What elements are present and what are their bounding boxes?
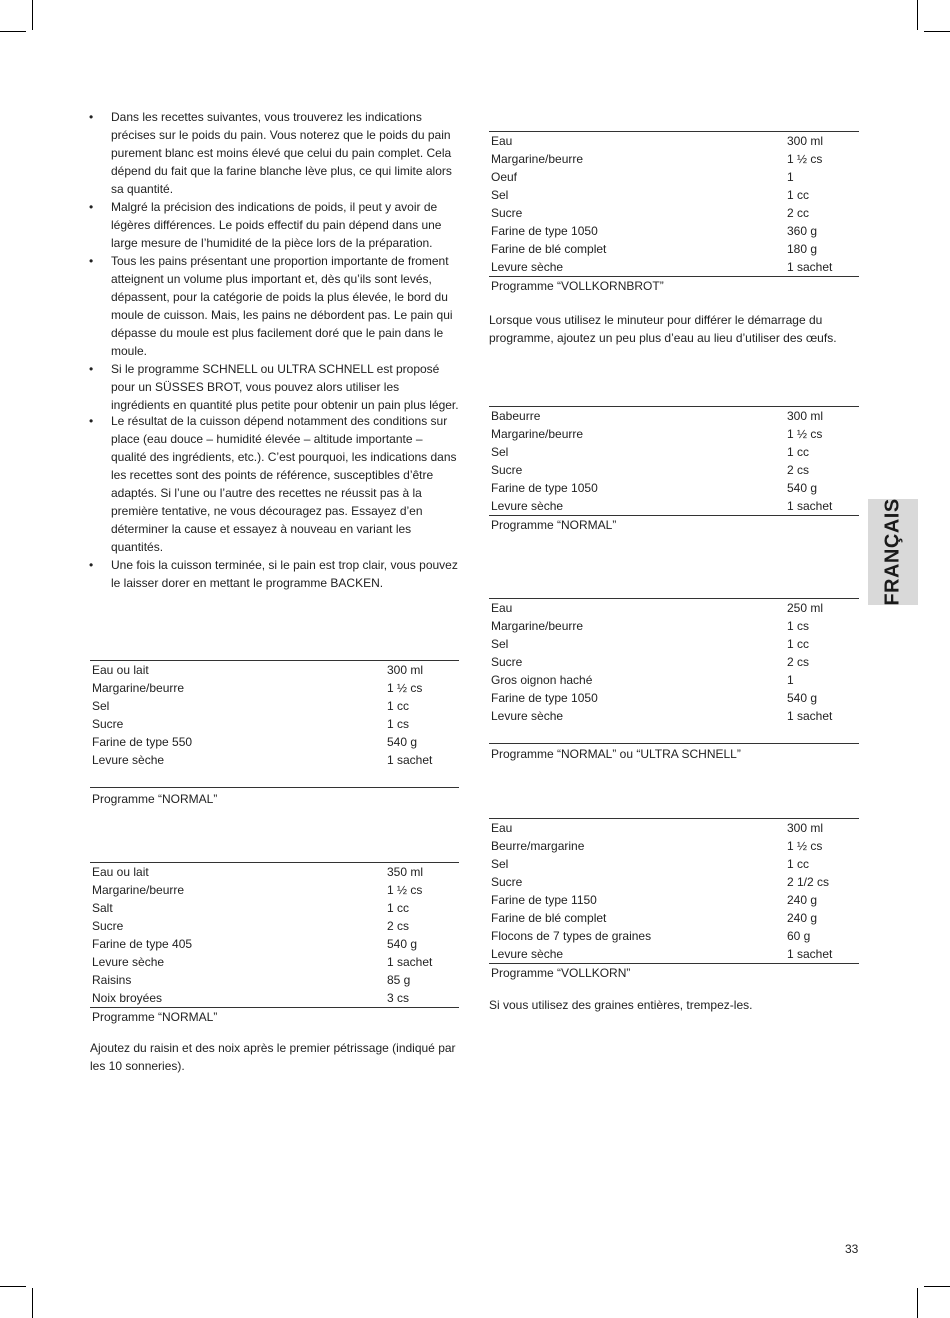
ingredient-row <box>90 935 459 953</box>
recipe-table-left-1 <box>90 660 459 808</box>
ingredient-quantity: 300 ml <box>787 409 824 423</box>
ingredient-quantity: 1 cs <box>387 717 410 731</box>
ingredient-row <box>90 733 459 751</box>
program-label: Programme “NORMAL” <box>92 1010 218 1024</box>
ingredient-name: Gros oignon haché <box>491 673 593 687</box>
ingredient-quantity: 1 sachet <box>387 955 433 969</box>
ingredient-row <box>90 679 459 697</box>
ingredient-quantity: 240 g <box>787 911 818 925</box>
ingredient-name: Farine de type 1150 <box>491 893 597 907</box>
crop-mark <box>32 1288 33 1318</box>
ingredient-quantity: 1 cc <box>787 857 810 871</box>
ingredient-row <box>90 953 459 971</box>
ingredient-quantity: 2 cs <box>787 655 810 669</box>
crop-mark <box>917 0 918 30</box>
ingredient-quantity: 2 cs <box>787 463 810 477</box>
program-label: Programme “NORMAL” <box>92 792 218 806</box>
crop-mark <box>924 31 950 32</box>
ingredient-row <box>489 599 859 618</box>
ingredient-row <box>90 989 459 1008</box>
ingredient-name: Margarine/beurre <box>92 883 185 897</box>
ingredient-quantity: 1 ½ cs <box>787 427 823 441</box>
ingredient-row <box>489 873 859 891</box>
ingredient-row <box>489 497 859 516</box>
ingredient-quantity: 1 cs <box>787 619 810 633</box>
ingredient-row <box>90 661 459 680</box>
ingredient-row <box>489 707 859 725</box>
ingredient-row <box>90 863 459 882</box>
ingredient-name: Eau <box>491 821 513 835</box>
recipe-table-left-2 <box>90 862 459 1026</box>
ingredient-row <box>489 653 859 671</box>
ingredient-row <box>489 150 859 168</box>
ingredient-name: Margarine/beurre <box>491 427 584 441</box>
ingredient-quantity: 360 g <box>787 224 818 238</box>
ingredient-row <box>489 132 859 151</box>
ingredient-row <box>90 751 459 769</box>
crop-mark <box>917 1288 918 1318</box>
bullet-item: • Malgré la précision des indications de poids, il peut y avoir de légères différences. Le poids effectif du pain dépend dans une large mesure de l’humidité de la pièce lors de la préparation. <box>89 198 461 252</box>
ingredient-row <box>489 407 859 426</box>
ingredient-quantity: 1 sachet <box>787 260 833 274</box>
ingredient-name: Sucre <box>491 875 523 889</box>
ingredient-quantity: 300 ml <box>387 663 424 677</box>
ingredient-name: Levure sèche <box>491 709 564 723</box>
ingredient-name: Levure sèche <box>92 753 165 767</box>
ingredient-row <box>489 240 859 258</box>
ingredient-name: Sucre <box>491 655 523 669</box>
ingredient-name: Eau ou lait <box>92 663 149 677</box>
ingredient-row <box>489 909 859 927</box>
recipe-table-right-4 <box>489 818 859 982</box>
ingredient-name: Sel <box>491 445 509 459</box>
ingredient-row <box>90 715 459 733</box>
ingredient-row <box>489 671 859 689</box>
ingredient-quantity: 300 ml <box>787 134 824 148</box>
ingredient-quantity: 300 ml <box>787 821 824 835</box>
recipe-note-right-1: Lorsque vous utilisez le minuteur pour différer le démarrage du programme, ajoutez un peu plus d’eau au lieu d’utiliser des œufs. <box>489 313 837 345</box>
crop-mark <box>32 0 33 30</box>
ingredient-row <box>90 971 459 989</box>
ingredient-name: Farine de blé complet <box>491 242 607 256</box>
ingredient-name: Sucre <box>92 717 124 731</box>
ingredient-name: Flocons de 7 types de graines <box>491 929 652 943</box>
ingredient-quantity: 540 g <box>387 937 418 951</box>
ingredient-name: Sucre <box>491 463 523 477</box>
ingredient-row <box>489 222 859 240</box>
recipe-table-right-3 <box>489 598 859 763</box>
ingredient-quantity: 1 <box>787 170 794 184</box>
ingredient-quantity: 2 1/2 cs <box>787 875 830 889</box>
ingredient-quantity: 1 sachet <box>387 753 433 767</box>
ingredient-quantity: 1 sachet <box>787 947 833 961</box>
ingredient-quantity: 1 sachet <box>787 499 833 513</box>
ingredient-row <box>90 899 459 917</box>
program-label: Programme “VOLLKORN” <box>491 966 631 980</box>
language-tab-label: FRANÇAIS <box>882 498 904 606</box>
ingredient-name: Farine de type 1050 <box>491 224 598 238</box>
ingredient-name: Levure sèche <box>491 947 564 961</box>
ingredient-row <box>489 258 859 277</box>
ingredient-row <box>489 204 859 222</box>
ingredient-name: Levure sèche <box>491 260 564 274</box>
ingredient-quantity: 1 ½ cs <box>387 681 423 695</box>
ingredient-row <box>489 168 859 186</box>
bullet-item: • Tous les pains présentant une proportion importante de froment atteignent un volume plus important et, dès qu’ils sont levés, dépassent, pour la catégorie de poids la plus élevée, le bord du moule de cuisson. Mais, les pains ne débordent pas. Le pain qui dépasse du moule est plus facilement doré que le pain dans le moule. <box>89 252 461 360</box>
ingredient-name: Oeuf <box>491 170 518 184</box>
bullet-list-results <box>89 412 461 592</box>
language-tab <box>868 499 918 605</box>
ingredient-quantity: 240 g <box>787 893 818 907</box>
bullet-item: • Si le programme SCHNELL ou ULTRA SCHNELL est proposé pour un SÜSSES BROT, vous pouvez alors utiliser les ingrédients en quantité plus petite pour obtenir un pain plus léger. <box>89 360 461 414</box>
ingredient-name: Noix broyées <box>92 991 163 1005</box>
ingredient-name: Beurre/margarine <box>491 839 585 853</box>
ingredient-name: Sel <box>491 637 509 651</box>
ingredient-name: Margarine/beurre <box>491 619 584 633</box>
crop-mark <box>0 31 26 32</box>
ingredient-name: Margarine/beurre <box>491 152 584 166</box>
ingredient-name: Eau <box>491 601 513 615</box>
ingredient-name: Farine de type 405 <box>92 937 193 951</box>
ingredient-row <box>90 917 459 935</box>
ingredient-name: Eau <box>491 134 513 148</box>
ingredient-row <box>90 697 459 715</box>
recipe-note-left-2: Ajoutez du raisin et des noix après le premier pétrissage (indiqué par les 10 sonneries). <box>90 1041 456 1073</box>
ingredient-quantity: 350 ml <box>387 865 424 879</box>
bullet-item: • Le résultat de la cuisson dépend notamment des conditions sur place (eau douce – humidité élevée – altitude importante – qualité des ingrédients, etc.). C’est pourquoi, les indications dans les recettes sont des points de référence, susceptibles d’être adaptés. Si l’une ou l’autre des recettes ne réussit pas à la première tentative, ne vous découragez pas. Essayez d’en déterminer la cause et essayez à nouveau en variant les quantités. <box>89 412 461 556</box>
ingredient-name: Babeurre <box>491 409 541 423</box>
program-label: Programme “NORMAL” ou “ULTRA SCHNELL” <box>491 747 741 761</box>
bullet-item: • Une fois la cuisson terminée, si le pain est trop clair, vous pouvez le laisser dorer en mettant le programme BACKEN. <box>89 556 461 592</box>
ingredient-quantity: 1 cc <box>787 188 810 202</box>
ingredient-name: Farine de type 1050 <box>491 691 598 705</box>
ingredient-quantity: 1 ½ cs <box>787 839 823 853</box>
ingredient-name: Raisins <box>92 973 132 987</box>
ingredient-name: Levure sèche <box>92 955 165 969</box>
ingredient-quantity: 85 g <box>387 973 411 987</box>
ingredient-quantity: 1 <box>787 673 794 687</box>
ingredient-row <box>489 945 859 964</box>
ingredient-quantity: 1 ½ cs <box>787 152 823 166</box>
ingredient-row <box>489 461 859 479</box>
ingredient-name: Salt <box>92 901 113 915</box>
page-number: 33 <box>845 1242 859 1256</box>
ingredient-name: Sucre <box>491 206 523 220</box>
ingredient-row <box>489 443 859 461</box>
ingredient-quantity: 60 g <box>787 929 811 943</box>
ingredient-name: Eau ou lait <box>92 865 149 879</box>
ingredient-row <box>489 837 859 855</box>
ingredient-quantity: 540 g <box>787 481 818 495</box>
ingredient-quantity: 180 g <box>787 242 818 256</box>
ingredient-row <box>489 689 859 707</box>
ingredient-name: Farine de blé complet <box>491 911 607 925</box>
ingredient-quantity: 1 cc <box>787 445 810 459</box>
ingredient-name: Levure sèche <box>491 499 564 513</box>
ingredient-row <box>489 617 859 635</box>
ingredient-row <box>489 927 859 945</box>
ingredient-name: Sucre <box>92 919 124 933</box>
ingredient-quantity: 540 g <box>787 691 818 705</box>
ingredient-quantity: 250 ml <box>787 601 824 615</box>
ingredient-name: Farine de type 550 <box>92 735 193 749</box>
recipe-table-right-2 <box>489 406 859 534</box>
crop-mark <box>0 1286 26 1287</box>
ingredient-quantity: 2 cs <box>387 919 410 933</box>
ingredient-quantity: 1 sachet <box>787 709 833 723</box>
ingredient-row <box>489 186 859 204</box>
recipe-note-right-4: Si vous utilisez des graines entières, trempez-les. <box>489 998 753 1012</box>
ingredient-row <box>489 891 859 909</box>
ingredient-quantity: 1 cc <box>387 699 410 713</box>
ingredient-quantity: 1 cc <box>787 637 810 651</box>
ingredient-quantity: 1 cc <box>387 901 410 915</box>
ingredient-quantity: 1 ½ cs <box>387 883 423 897</box>
ingredient-quantity: 540 g <box>387 735 418 749</box>
ingredient-quantity: 3 cs <box>387 991 410 1005</box>
ingredient-row <box>489 855 859 873</box>
ingredient-row <box>489 819 859 838</box>
crop-mark <box>924 1286 950 1287</box>
ingredient-name: Sel <box>491 857 509 871</box>
program-label: Programme “VOLLKORNBROT” <box>491 279 664 293</box>
bullet-item: • Dans les recettes suivantes, vous trouverez les indications précises sur le poids du pain. Vous noterez que le poids du pain purement blanc est moins élevé que celui du pain complet. Cela dépend du fait que la farine blanche lève plus, ce qui limite alors sa quantité. <box>89 108 461 198</box>
ingredient-name: Sel <box>92 699 110 713</box>
ingredient-name: Farine de type 1050 <box>491 481 598 495</box>
ingredient-row <box>489 479 859 497</box>
bullet-list-weights <box>89 108 461 414</box>
recipe-table-right-1 <box>489 131 859 295</box>
ingredient-row <box>489 635 859 653</box>
program-label: Programme “NORMAL” <box>491 518 617 532</box>
ingredient-name: Sel <box>491 188 509 202</box>
ingredient-quantity: 2 cc <box>787 206 810 220</box>
ingredient-row <box>489 425 859 443</box>
ingredient-row <box>90 881 459 899</box>
ingredient-name: Margarine/beurre <box>92 681 185 695</box>
